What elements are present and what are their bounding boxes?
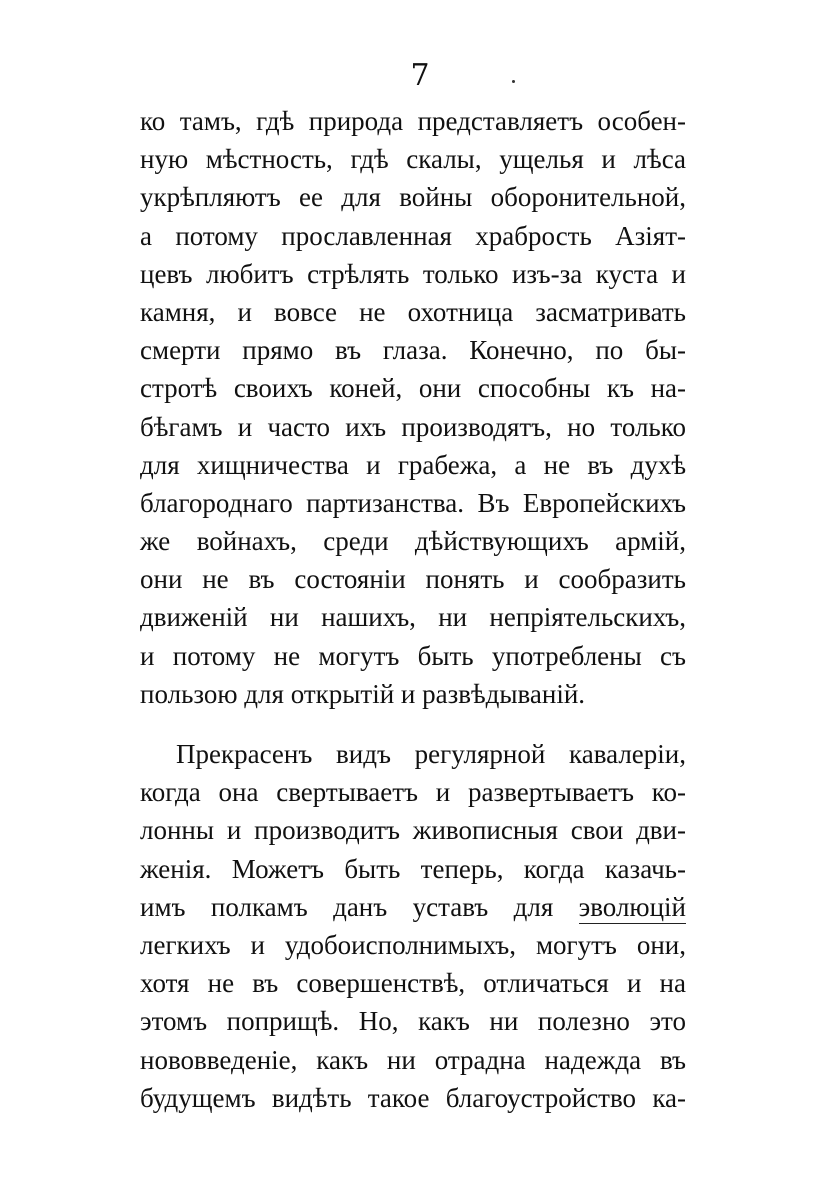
text-line: Прекрасенъ видъ регулярной кавалеріи, <box>176 739 686 769</box>
text-line: камня, и вовсе не охотница засматривать <box>140 296 686 327</box>
text-line: будущемъ видѣть такое благоустройство ка- <box>140 1082 686 1113</box>
text-line: женія. Можетъ быть теперь, когда казачь- <box>140 853 686 884</box>
text-line: благороднаго партизанства. Въ Европейскихъ <box>140 487 686 518</box>
text-line: лонны и производитъ живописныя свои дви- <box>140 815 686 846</box>
text-line: бѣгамъ и часто ихъ производятъ, но только <box>140 411 686 442</box>
text-line: движеній ни нашихъ, ни непріятельскихъ, <box>140 602 686 633</box>
text-line: хотя не въ совершенствѣ, отличаться и на <box>140 968 686 999</box>
text-line-start: имъ полкамъ данъ уставъ для <box>140 891 554 922</box>
page-number: 7 <box>410 58 430 93</box>
underlined-word: эволюцій <box>578 891 686 922</box>
print-speck <box>512 80 515 83</box>
text-line: укрѣпляютъ ее для войны оборонительной, <box>140 182 686 213</box>
text-line: нововведеніе, какъ ни отрадна надежда въ <box>140 1044 686 1075</box>
text-line-with-underline <box>140 888 686 926</box>
text-line: стротѣ своихъ коней, они способны къ на- <box>140 373 686 404</box>
text-line: этомъ поприщѣ. Но, какъ ни полезно это <box>140 1006 686 1037</box>
text-line: когда она свертываетъ и развертываетъ ко- <box>140 777 686 808</box>
paragraph-gap <box>140 713 686 735</box>
text-line: легкихъ и удобоисполнимыхъ, могутъ они, <box>140 929 686 960</box>
body-text <box>140 102 686 1117</box>
text-line: ко тамъ, гдѣ природа представляетъ особен- <box>140 106 686 136</box>
paragraph-2 <box>140 735 686 1117</box>
text-line: и потому не могутъ быть употреблены съ <box>140 640 686 671</box>
text-line: для хищничества и грабежа, а не въ духѣ <box>140 449 686 480</box>
text-line: же войнахъ, среди дѣйствующихъ армій, <box>140 526 686 557</box>
text-line: а потому прославленная храбрость Азіят- <box>140 220 686 251</box>
text-line: пользою для открытій и развѣдываній. <box>140 678 586 709</box>
text-line: они не въ состояніи понять и сообразить <box>140 564 686 595</box>
text-line: ную мѣстность, гдѣ скалы, ущелья и лѣса <box>140 144 686 175</box>
text-line: смерти прямо въ глаза. Конечно, по бы- <box>140 335 686 366</box>
paragraph-1 <box>140 102 686 713</box>
text-line: цевъ любитъ стрѣлять только изъ-за куста и <box>140 258 686 289</box>
